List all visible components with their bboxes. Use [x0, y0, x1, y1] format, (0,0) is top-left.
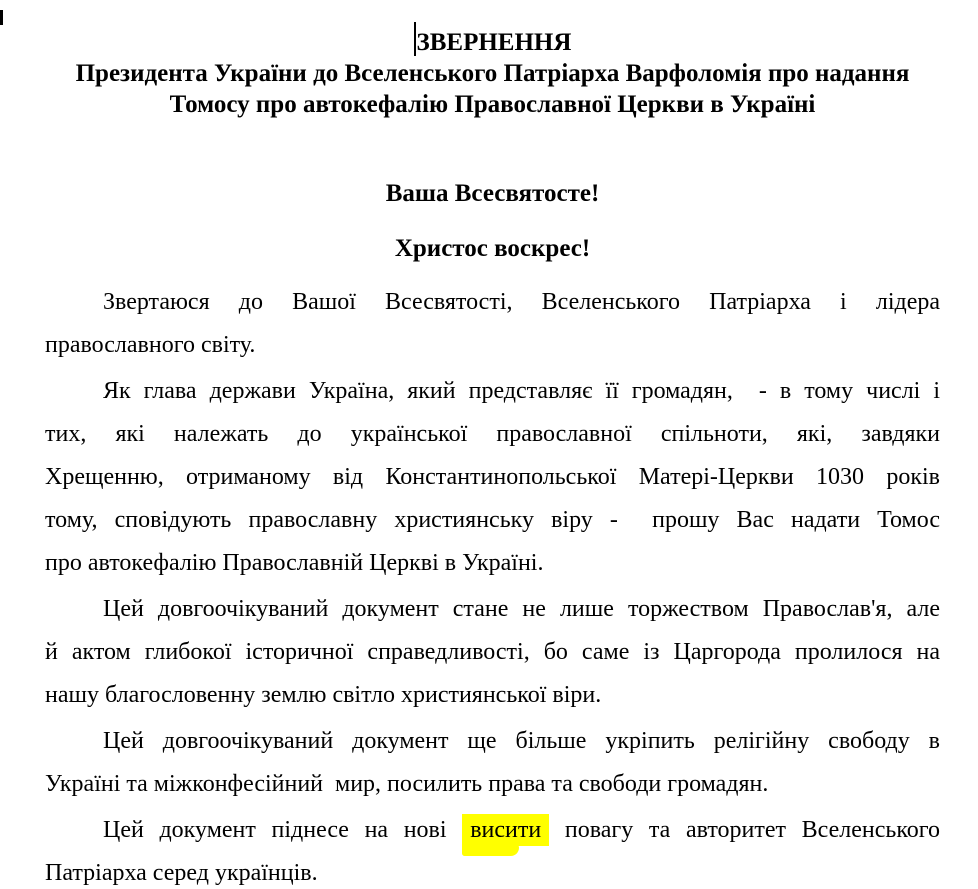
- paragraph: [45, 809, 940, 889]
- text-line: [45, 852, 940, 889]
- title-heading: [45, 22, 940, 58]
- text-cursor: [414, 22, 416, 56]
- body-paragraphs: [45, 281, 940, 889]
- text-line: [45, 720, 940, 763]
- text-segment: Цей довгоочікуваний документ ще більше укріпить релігійну свободу в: [103, 728, 940, 754]
- text-segment: Звертаюся до Вашої Всесвятості, Вселенського Патріарха і лідера: [103, 289, 940, 315]
- text-line: [45, 631, 940, 674]
- text-line: [45, 542, 940, 585]
- text-segment: Хрещенню, отриманому від Константинопольської Матері-Церкви 1030 років: [45, 464, 940, 490]
- edge-artifact: [0, 10, 3, 25]
- paragraph: [45, 720, 940, 806]
- text-line: [45, 674, 940, 717]
- text-line: [45, 413, 940, 456]
- text-line: [45, 763, 940, 806]
- text-segment: Як глава держави Україна, який представляє її громадян, - в тому числі і: [103, 378, 940, 404]
- text-segment: Україні та міжконфесійний мир, посилить права та свободи громадян.: [45, 771, 769, 797]
- text-segment: про автокефалію Православній Церкві в Україні.: [45, 550, 544, 576]
- text-segment: Цей довгоочікуваний документ стане не лише торжеством Православ'я, але: [103, 596, 940, 622]
- paragraph: [45, 588, 940, 717]
- text-segment: православного світу.: [45, 332, 256, 358]
- text-segment: тих, які належать до української православної спільноти, які, завдяки: [45, 421, 940, 447]
- text-line: [45, 499, 940, 542]
- text-line: [45, 456, 940, 499]
- greeting-heading: Христос воскрес!: [394, 235, 591, 262]
- text-line: [45, 588, 940, 631]
- text-line: [45, 809, 940, 852]
- text-segment: Цей документ піднесе на нові: [103, 817, 463, 843]
- document-title-block: [45, 22, 940, 120]
- text-segment: повагу та авторитет Вселенського: [549, 817, 941, 843]
- text-segment: й актом глибокої історичної справедливості, бо саме із Царгорода пролилося на: [45, 639, 940, 665]
- highlighted-word: висити: [462, 814, 549, 846]
- text-line: [45, 281, 940, 324]
- title-subtitle-line2: Томосу про автокефалію Православної Церкви в Україні: [169, 91, 816, 118]
- title-heading-text: ЗВЕРНЕННЯ: [416, 29, 572, 56]
- text-segment: тому, сповідують православну християнську віру - прошу Вас надати Томос: [45, 507, 940, 533]
- title-subtitle-line1: Президента України до Вселенського Патріарха Варфоломія про надання: [75, 60, 910, 87]
- salutation-heading: Ваша Всесвятосте!: [385, 180, 600, 207]
- text-line: [45, 370, 940, 413]
- paragraph: [45, 281, 940, 367]
- text-segment: Патріарха серед українців.: [45, 860, 318, 886]
- paragraph: [45, 370, 940, 585]
- text-line: [45, 324, 940, 367]
- text-segment: нашу благословенну землю світло християнської віри.: [45, 682, 602, 708]
